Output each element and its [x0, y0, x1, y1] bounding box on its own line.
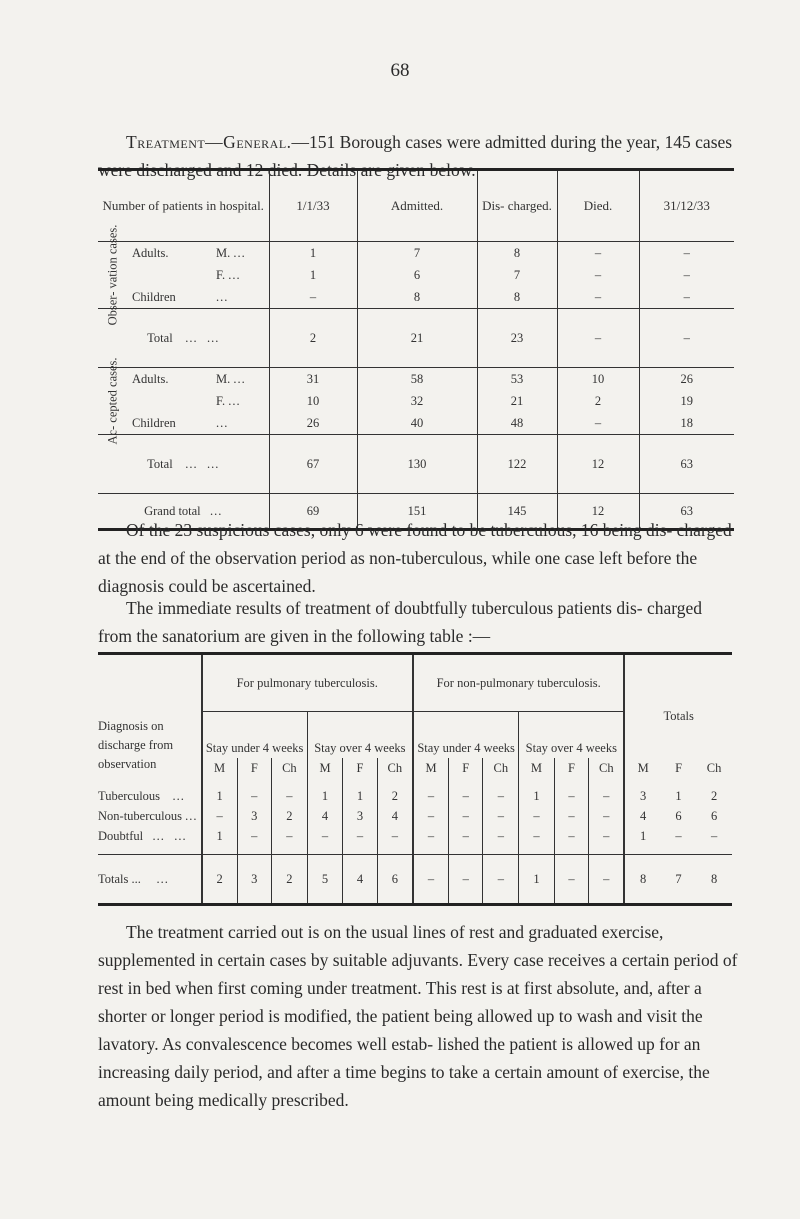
cell: – — [413, 786, 449, 806]
cell: 130 — [357, 435, 477, 494]
cell: – — [639, 309, 734, 368]
cell: 2 — [269, 309, 357, 368]
table1-row — [98, 264, 734, 286]
cell: 8 — [477, 242, 557, 265]
cell: 1 — [519, 855, 555, 905]
total-label: Total ... ... — [98, 309, 269, 368]
cell: 3 — [237, 806, 271, 826]
grand-total-label: Grand total ... — [98, 494, 269, 530]
cell: 4 — [343, 855, 377, 905]
cell: 10 — [269, 390, 357, 412]
table1-header-end: 31/12/33 — [639, 170, 734, 242]
table1-header-start: 1/1/33 — [269, 170, 357, 242]
col-label: Ch — [589, 758, 625, 778]
page-number: 68 — [390, 60, 410, 81]
cell: – — [449, 786, 483, 806]
cell: 58 — [357, 368, 477, 391]
cell: 8 — [624, 855, 661, 905]
nonpulmonary-group-header: For non-pulmonary tuberculosis. — [413, 654, 624, 712]
col-label: F — [449, 758, 483, 778]
col-label: Ch — [271, 758, 307, 778]
table1-header-row — [98, 170, 734, 242]
admissions-table — [98, 168, 734, 531]
col-label: Ch — [377, 758, 413, 778]
cell: 1 — [269, 264, 357, 286]
cell: – — [307, 826, 343, 846]
cell: 122 — [477, 435, 557, 494]
col-label: F — [675, 760, 683, 775]
cell: 4 — [307, 806, 343, 826]
cell: 53 — [477, 368, 557, 391]
cell: 6 — [377, 855, 413, 905]
cell: 7 — [661, 855, 696, 905]
section-heading: Treatment—General. — [126, 132, 292, 152]
cell: 63 — [639, 435, 734, 494]
cell: – — [710, 828, 718, 843]
stay-under-header: Stay under 4 weeks — [413, 712, 519, 759]
row-sublabel: F. ... — [216, 267, 241, 282]
cell: – — [557, 309, 639, 368]
cell: – — [343, 826, 377, 846]
row-category: Children — [132, 415, 176, 430]
cell: – — [413, 806, 449, 826]
cell: – — [554, 826, 588, 846]
paragraph-3: The immediate results of treatment of doubtfully tuberculous patients dis- charged from the sanatorium are given in the following table :— — [98, 598, 703, 646]
col-label: F — [237, 758, 271, 778]
col-label: M — [202, 758, 238, 778]
cell: – — [675, 828, 682, 843]
cell: – — [589, 786, 625, 806]
table2-row — [98, 826, 732, 846]
cell: 2 — [271, 806, 307, 826]
cell: 1 — [202, 826, 238, 846]
cell: 2 — [710, 788, 718, 803]
cell: 40 — [357, 412, 477, 435]
intro-text: —151 Borough cases were admitted during the year, 145 cases were discharged and 12 died. Details are given below. — [98, 132, 733, 180]
cell: 2 — [377, 786, 413, 806]
col-label: Ch — [706, 760, 722, 775]
cell: 12 — [557, 435, 639, 494]
cell: – — [483, 806, 519, 826]
col-label: F — [343, 758, 377, 778]
total-label: Total ... ... — [98, 435, 269, 494]
cell: – — [237, 826, 271, 846]
table1-header-admitted: Admitted. — [357, 170, 477, 242]
cell: 67 — [269, 435, 357, 494]
col-label: Ch — [483, 758, 519, 778]
cell: 4 — [624, 806, 661, 826]
cell: 48 — [477, 412, 557, 435]
table1-row — [98, 412, 734, 435]
cell: 1 — [624, 826, 661, 846]
table1-row — [98, 242, 734, 265]
cell: – — [449, 855, 483, 905]
cell: – — [413, 855, 449, 905]
results-table — [98, 652, 732, 906]
cell: 4 — [377, 806, 413, 826]
cell: 3 — [343, 806, 377, 826]
cell: – — [557, 412, 639, 435]
cell: 1 — [343, 786, 377, 806]
table1-row — [98, 286, 734, 309]
table1-total-row — [98, 435, 734, 494]
cell: – — [589, 806, 625, 826]
cell: 7 — [477, 264, 557, 286]
cell: – — [449, 806, 483, 826]
accepted-group-label: Ac- cepted cases. — [98, 368, 128, 435]
table2-row — [98, 786, 732, 806]
cell: 8 — [357, 286, 477, 309]
cell: – — [449, 826, 483, 846]
cell: 21 — [477, 390, 557, 412]
table1-total-row — [98, 309, 734, 368]
cell: – — [639, 264, 734, 286]
col-label: M — [519, 758, 555, 778]
cell: 151 — [357, 494, 477, 530]
cell: – — [639, 286, 734, 309]
table1-header-died: Died. — [557, 170, 639, 242]
cell: 7 — [357, 242, 477, 265]
col-label: M — [413, 758, 449, 778]
col-label: M — [307, 758, 343, 778]
cell: 10 — [557, 368, 639, 391]
observation-group-label: Obser- vation cases. — [105, 224, 120, 326]
cell: 2 — [557, 390, 639, 412]
col-label: M — [624, 758, 661, 778]
cell: 19 — [639, 390, 734, 412]
cell: – — [554, 806, 588, 826]
col-label: F — [554, 758, 588, 778]
cell: – — [271, 826, 307, 846]
totals-header: Totals — [624, 654, 732, 759]
row-category — [128, 264, 210, 286]
cell: 145 — [477, 494, 557, 530]
cell: – — [269, 286, 357, 309]
cell: 3 — [624, 786, 661, 806]
table1-row — [98, 368, 734, 391]
cell: – — [557, 264, 639, 286]
cell: 6 — [357, 264, 477, 286]
cell: – — [237, 786, 271, 806]
stay-under-header: Stay under 4 weeks — [202, 712, 308, 759]
cell: 63 — [639, 494, 734, 530]
cell: 18 — [639, 412, 734, 435]
row-sublabel: M. ... — [216, 245, 246, 260]
cell: 31 — [269, 368, 357, 391]
row-category: Children — [132, 289, 176, 304]
cell: – — [413, 826, 449, 846]
stay-over-header: Stay over 4 weeks — [519, 712, 625, 759]
cell: – — [483, 826, 519, 846]
cell: 26 — [639, 368, 734, 391]
pulmonary-group-header: For pulmonary tuberculosis. — [202, 654, 413, 712]
cell: 1 — [519, 786, 555, 806]
table2-group-header-row — [98, 654, 732, 712]
cell: 1 — [202, 786, 238, 806]
cell: 69 — [269, 494, 357, 530]
cell: – — [483, 786, 519, 806]
diagnosis-header: Diagnosis on discharge from observation — [98, 719, 174, 771]
row-label: Non-tuberculous ... — [98, 808, 198, 823]
cell: – — [554, 786, 588, 806]
cell: – — [519, 826, 555, 846]
cell: 6 — [710, 808, 718, 823]
row-category — [128, 390, 210, 412]
cell: – — [554, 855, 588, 905]
cell: 23 — [477, 309, 557, 368]
cell: 8 — [477, 286, 557, 309]
cell: 5 — [307, 855, 343, 905]
cell: 1 — [307, 786, 343, 806]
cell: 8 — [696, 855, 732, 905]
table2-total-row — [98, 855, 732, 905]
cell: 21 — [357, 309, 477, 368]
cell: 6 — [675, 808, 682, 823]
cell: – — [483, 855, 519, 905]
cell: – — [639, 242, 734, 265]
paragraph-4: The treatment carried out is on the usual lines of rest and graduated exercise, supplemented in certain cases by suitable adjuvants. Every case receives a certain period of rest in bed when first coming under treatment. This rest is at first absolute, and, after a shorter or longer period is modified, the patient being allowed up to wash and visit the lavatory. As convalescence becomes well estab- lished the patient is allowed up for an increasing daily period, and after a time begins to take a certain amount of exercise, the amount being medically prescribed. — [98, 922, 738, 1110]
cell: 32 — [357, 390, 477, 412]
row-label: Tuberculous ... — [98, 788, 185, 803]
cell: – — [557, 286, 639, 309]
stay-over-header: Stay over 4 weeks — [307, 712, 413, 759]
cell: – — [202, 806, 238, 826]
table2-separator — [98, 778, 732, 786]
row-category: Adults. — [128, 368, 210, 391]
cell: – — [589, 826, 625, 846]
row-sublabel: F. ... — [216, 393, 241, 408]
table1-row — [98, 390, 734, 412]
table1-header-discharged: Dis- charged. — [477, 170, 557, 242]
cell: 1 — [675, 788, 682, 803]
cell: 12 — [557, 494, 639, 530]
row-sublabel: ... — [216, 289, 229, 304]
row-label: Doubtful ... ... — [98, 828, 187, 843]
cell: 2 — [271, 855, 307, 905]
cell: 3 — [237, 855, 271, 905]
row-sublabel: M. ... — [210, 368, 269, 391]
cell: – — [271, 786, 307, 806]
row-category: Adults. — [132, 245, 169, 260]
cell: – — [557, 242, 639, 265]
cell: 26 — [269, 412, 357, 435]
cell: – — [589, 855, 625, 905]
cell: 2 — [202, 855, 238, 905]
row-sublabel: ... — [216, 415, 229, 430]
table1-header-patients: Number of patients in hospital. — [98, 170, 269, 242]
table2-row — [98, 806, 732, 826]
cell: – — [519, 806, 555, 826]
table2-separator — [98, 846, 732, 855]
cell: 1 — [269, 242, 357, 265]
paragraph-2: Of the 23 suspicious cases, only 6 were found to be tuberculous, 16 being dis- charged at the end of the observation period as non-tuberculous, while one case left before the diagnosis could be ascertained. — [98, 520, 732, 596]
cell: – — [377, 826, 413, 846]
row-label: Totals ... ... — [98, 855, 202, 905]
